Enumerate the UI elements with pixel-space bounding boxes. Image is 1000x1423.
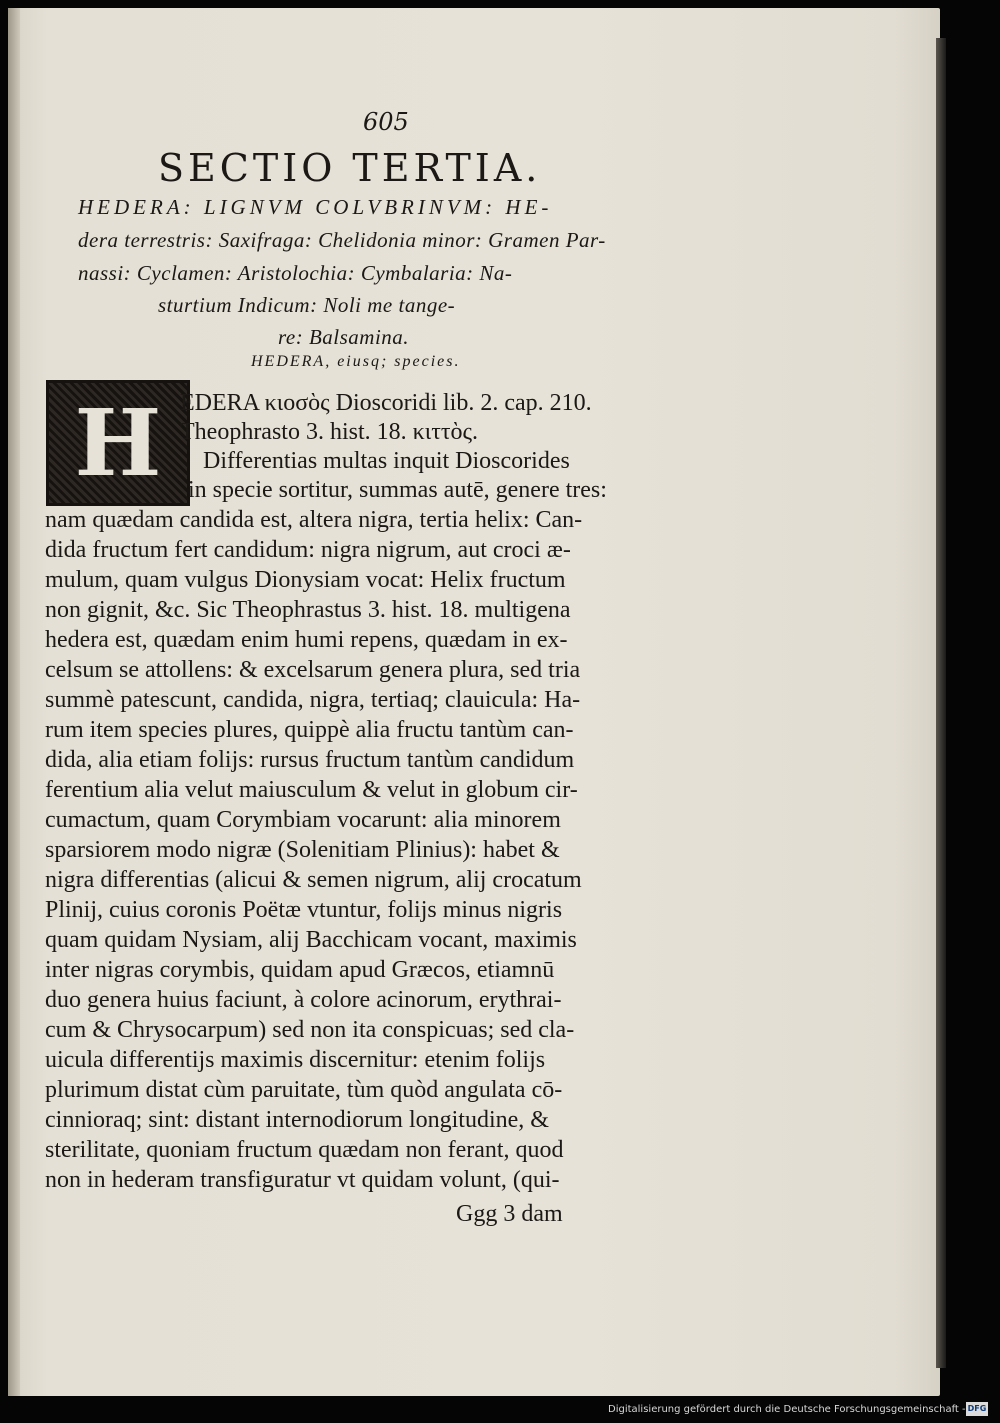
body-line: non in hederam transfiguratur vt quidam volunt, (qui- — [45, 1167, 560, 1193]
body-line: hedera est, quædam enim humi repens, quædam in ex- — [45, 627, 568, 653]
body-line: rum item species plures, quippè alia fructu tantùm can- — [45, 717, 574, 743]
book-page — [8, 8, 940, 1396]
body-line: sparsiorem modo nigræ (Solenitiam Plinius): habet & — [45, 837, 560, 863]
body-line: ferentium alia velut maiusculum & velut in globum cir- — [45, 777, 578, 803]
body-line: dida, alia etiam folijs: rursus fructum tantùm candidum — [45, 747, 575, 773]
body-line: duo genera huius faciunt, à colore acinorum, erythrai- — [45, 987, 562, 1013]
body-line: Plinij, cuius coronis Poëtæ vtuntur, folijs minus nigris — [45, 897, 563, 923]
digitization-credit: Digitalisierung gefördert durch die Deutsche Forschungsgemeinschaft - — [608, 1404, 966, 1415]
signature-catchword: Ggg 3 dam — [456, 1201, 563, 1227]
initial-letter: H — [74, 389, 162, 497]
body-line: Theophrasto 3. hist. 18. κιττὸς. — [180, 419, 478, 445]
page-number: 605 — [363, 108, 409, 136]
body-line: nigra differentias (alicui & semen nigrum, alij crocatum — [45, 867, 582, 893]
body-line: nam quædam candida est, altera nigra, tertia helix: Can- — [45, 507, 583, 533]
body-line: quam quidam Nysiam, alij Bacchicam vocant, maximis — [45, 927, 577, 953]
body-line: dida fructum fert candidum: nigra nigrum, aut croci æ- — [45, 537, 571, 563]
body-line: uicula differentijs maximis discernitur: etenim folijs — [45, 1047, 546, 1073]
body-line: cumactum, quam Corymbiam vocarunt: alia minorem — [45, 807, 561, 833]
body-line: summè patescunt, candida, nigra, tertiaq; clauicula: Ha- — [45, 687, 581, 713]
heading-line-5: re: Balsamina. — [278, 325, 410, 349]
heading-line-2: dera terrestris: Saxifraga: Chelidonia minor: Gramen Par- — [78, 228, 606, 252]
body-line: inter nigras corymbis, quidam apud Græcos, etiamnū — [45, 957, 555, 983]
body-line: Differentias multas inquit Dioscorides — [203, 448, 570, 474]
body-line: cum & Chrysocarpum) sed non ita conspicuas; sed cla- — [45, 1017, 575, 1043]
body-line: EDERA κιοσὸς Dioscoridi lib. 2. cap. 210. — [180, 390, 592, 416]
body-line: non gignit, &c. Sic Theophrastus 3. hist. 18. multigena — [45, 597, 571, 623]
body-line: celsum se attollens: & excelsarum genera plura, sed tria — [45, 657, 581, 683]
body-line: plurimum distat cùm paruitate, tùm quòd angulata cō- — [45, 1077, 563, 1103]
subheading: HEDERA, eiusq; species. — [251, 353, 461, 370]
body-line: cinnioraq; sint: distant internodiorum longitudine, & — [45, 1107, 549, 1133]
page-spine-shadow — [8, 8, 20, 1396]
heading-line-3: nassi: Cyclamen: Aristolochia: Cymbalaria: Na- — [78, 261, 513, 285]
body-line: in specie sortitur, summas autē, genere tres: — [188, 477, 607, 503]
page-edge-shadow — [936, 38, 946, 1368]
section-title: SECTIO TERTIA. — [158, 146, 542, 190]
dfg-logo: DFG — [966, 1402, 988, 1416]
decorated-initial — [46, 380, 190, 506]
heading-line-1: HEDERA: LIGNVM COLVBRINVM: HE- — [78, 195, 553, 219]
heading-line-4: sturtium Indicum: Noli me tange- — [158, 293, 456, 317]
body-line: sterilitate, quoniam fructum quædam non ferant, quod — [45, 1137, 564, 1163]
body-line: mulum, quam vulgus Dionysiam vocat: Helix fructum — [45, 567, 566, 593]
